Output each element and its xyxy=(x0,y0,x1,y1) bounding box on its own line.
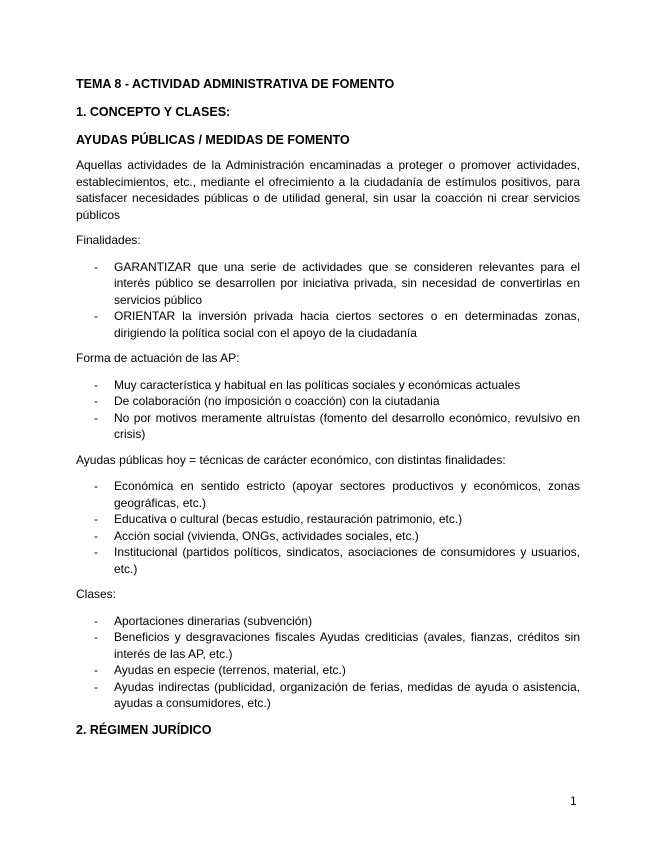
list-item xyxy=(76,662,580,679)
section-heading-regimen-juridico: 2. RÉGIMEN JURÍDICO xyxy=(76,722,212,737)
bullet-dash: - xyxy=(94,394,98,408)
list-item xyxy=(76,377,580,394)
list-item-text: Aportaciones dinerarias (subvención) xyxy=(114,613,313,628)
list-item xyxy=(76,544,580,577)
list-item-text: Ayudas en especie (terrenos, material, etc.) xyxy=(114,663,346,677)
definition-paragraph: Aquellas actividades de la Administración encaminadas a proteger o promover actividades, establecimientos, etc., mediante el ofrecimiento a la ciudadanía de estímulos positivos, para satisfacer necesidades públicas o de utilidad general, sin usar la coacción ni crear servicios públicos xyxy=(76,158,580,222)
bullet-dash: - xyxy=(94,309,98,323)
forma-actuacion-label: Forma de actuación de las AP: xyxy=(76,351,240,365)
ayudas-publicas-label: Ayudas públicas hoy = técnicas de carácter económico, con distintas finalidades: xyxy=(76,452,506,467)
list-item-text: Acción social (vivienda, ONGs, actividades sociales, etc.) xyxy=(114,528,419,543)
list-item xyxy=(76,393,580,410)
bullet-dash: - xyxy=(94,663,98,677)
clases-label: Clases: xyxy=(76,587,117,601)
list-item-text: Económica en sentido estricto (apoyar sectores productivos y económicos, zonas geográficas, etc.) xyxy=(114,479,580,510)
list-item-text: Institucional (partidos políticos, sindicatos, asociaciones de consumidores y usuarios, etc.) xyxy=(114,545,580,576)
section-heading-concepto: 1. CONCEPTO Y CLASES: xyxy=(76,105,231,119)
page-number: 1 xyxy=(570,794,577,808)
bullet-dash: - xyxy=(94,545,98,559)
bullet-dash: - xyxy=(94,679,98,694)
bullet-dash: - xyxy=(94,377,98,392)
bullet-dash: - xyxy=(94,528,98,543)
forma-actuacion-list xyxy=(76,377,580,443)
page-content xyxy=(76,76,580,738)
bullet-dash: - xyxy=(94,613,98,628)
subheading-ayudas-publicas: AYUDAS PÚBLICAS / MEDIDAS DE FOMENTO xyxy=(76,133,350,147)
bullet-dash: - xyxy=(94,259,98,274)
finalidades-label: Finalidades: xyxy=(76,233,141,247)
list-item-text: ORIENTAR la inversión privada hacia ciertos sectores o en determinadas zonas, dirigiendo la política social con el apoyo de la ciudadanía xyxy=(114,309,580,340)
list-item xyxy=(76,511,580,528)
list-item-text: Ayudas indirectas (publicidad, organización de ferias, medidas de ayuda o asistencia, ayudas a consumidores, etc.) xyxy=(114,679,580,710)
list-item-text: Muy característica y habitual en las políticas sociales y económicas actuales xyxy=(114,377,521,392)
list-item xyxy=(76,410,580,443)
bullet-dash: - xyxy=(94,410,98,425)
list-item xyxy=(76,259,580,309)
list-item xyxy=(76,679,580,712)
bullet-dash: - xyxy=(94,512,98,526)
bullet-dash: - xyxy=(94,630,98,644)
clases-list xyxy=(76,613,580,712)
list-item xyxy=(76,308,580,341)
list-item xyxy=(76,629,580,662)
list-item-text: No por motivos meramente altruístas (fomento del desarrollo económico, revulsivo en crisis) xyxy=(114,410,580,441)
finalidades-list xyxy=(76,259,580,342)
list-item-text: GARANTIZAR que una serie de actividades que se consideren relevantes para el interés público se desarrollen por iniciativa privada, sin necesidad de convertirlas en servicios público xyxy=(114,259,580,307)
bullet-dash: - xyxy=(94,479,98,493)
list-item xyxy=(76,478,580,511)
list-item xyxy=(76,528,580,545)
document-title: TEMA 8 - ACTIVIDAD ADMINISTRATIVA DE FOMENTO xyxy=(76,77,395,91)
list-item-text: De colaboración (no imposición o coacción) con la ciutadania xyxy=(114,394,440,408)
list-item xyxy=(76,613,580,630)
list-item-text: Educativa o cultural (becas estudio, restauración patrimonio, etc.) xyxy=(114,512,463,526)
list-item-text: Beneficios y desgravaciones fiscales Ayudas crediticias (avales, fianzas, créditos sin interés de las AP, etc.) xyxy=(114,630,580,661)
ayudas-publicas-list xyxy=(76,478,580,577)
